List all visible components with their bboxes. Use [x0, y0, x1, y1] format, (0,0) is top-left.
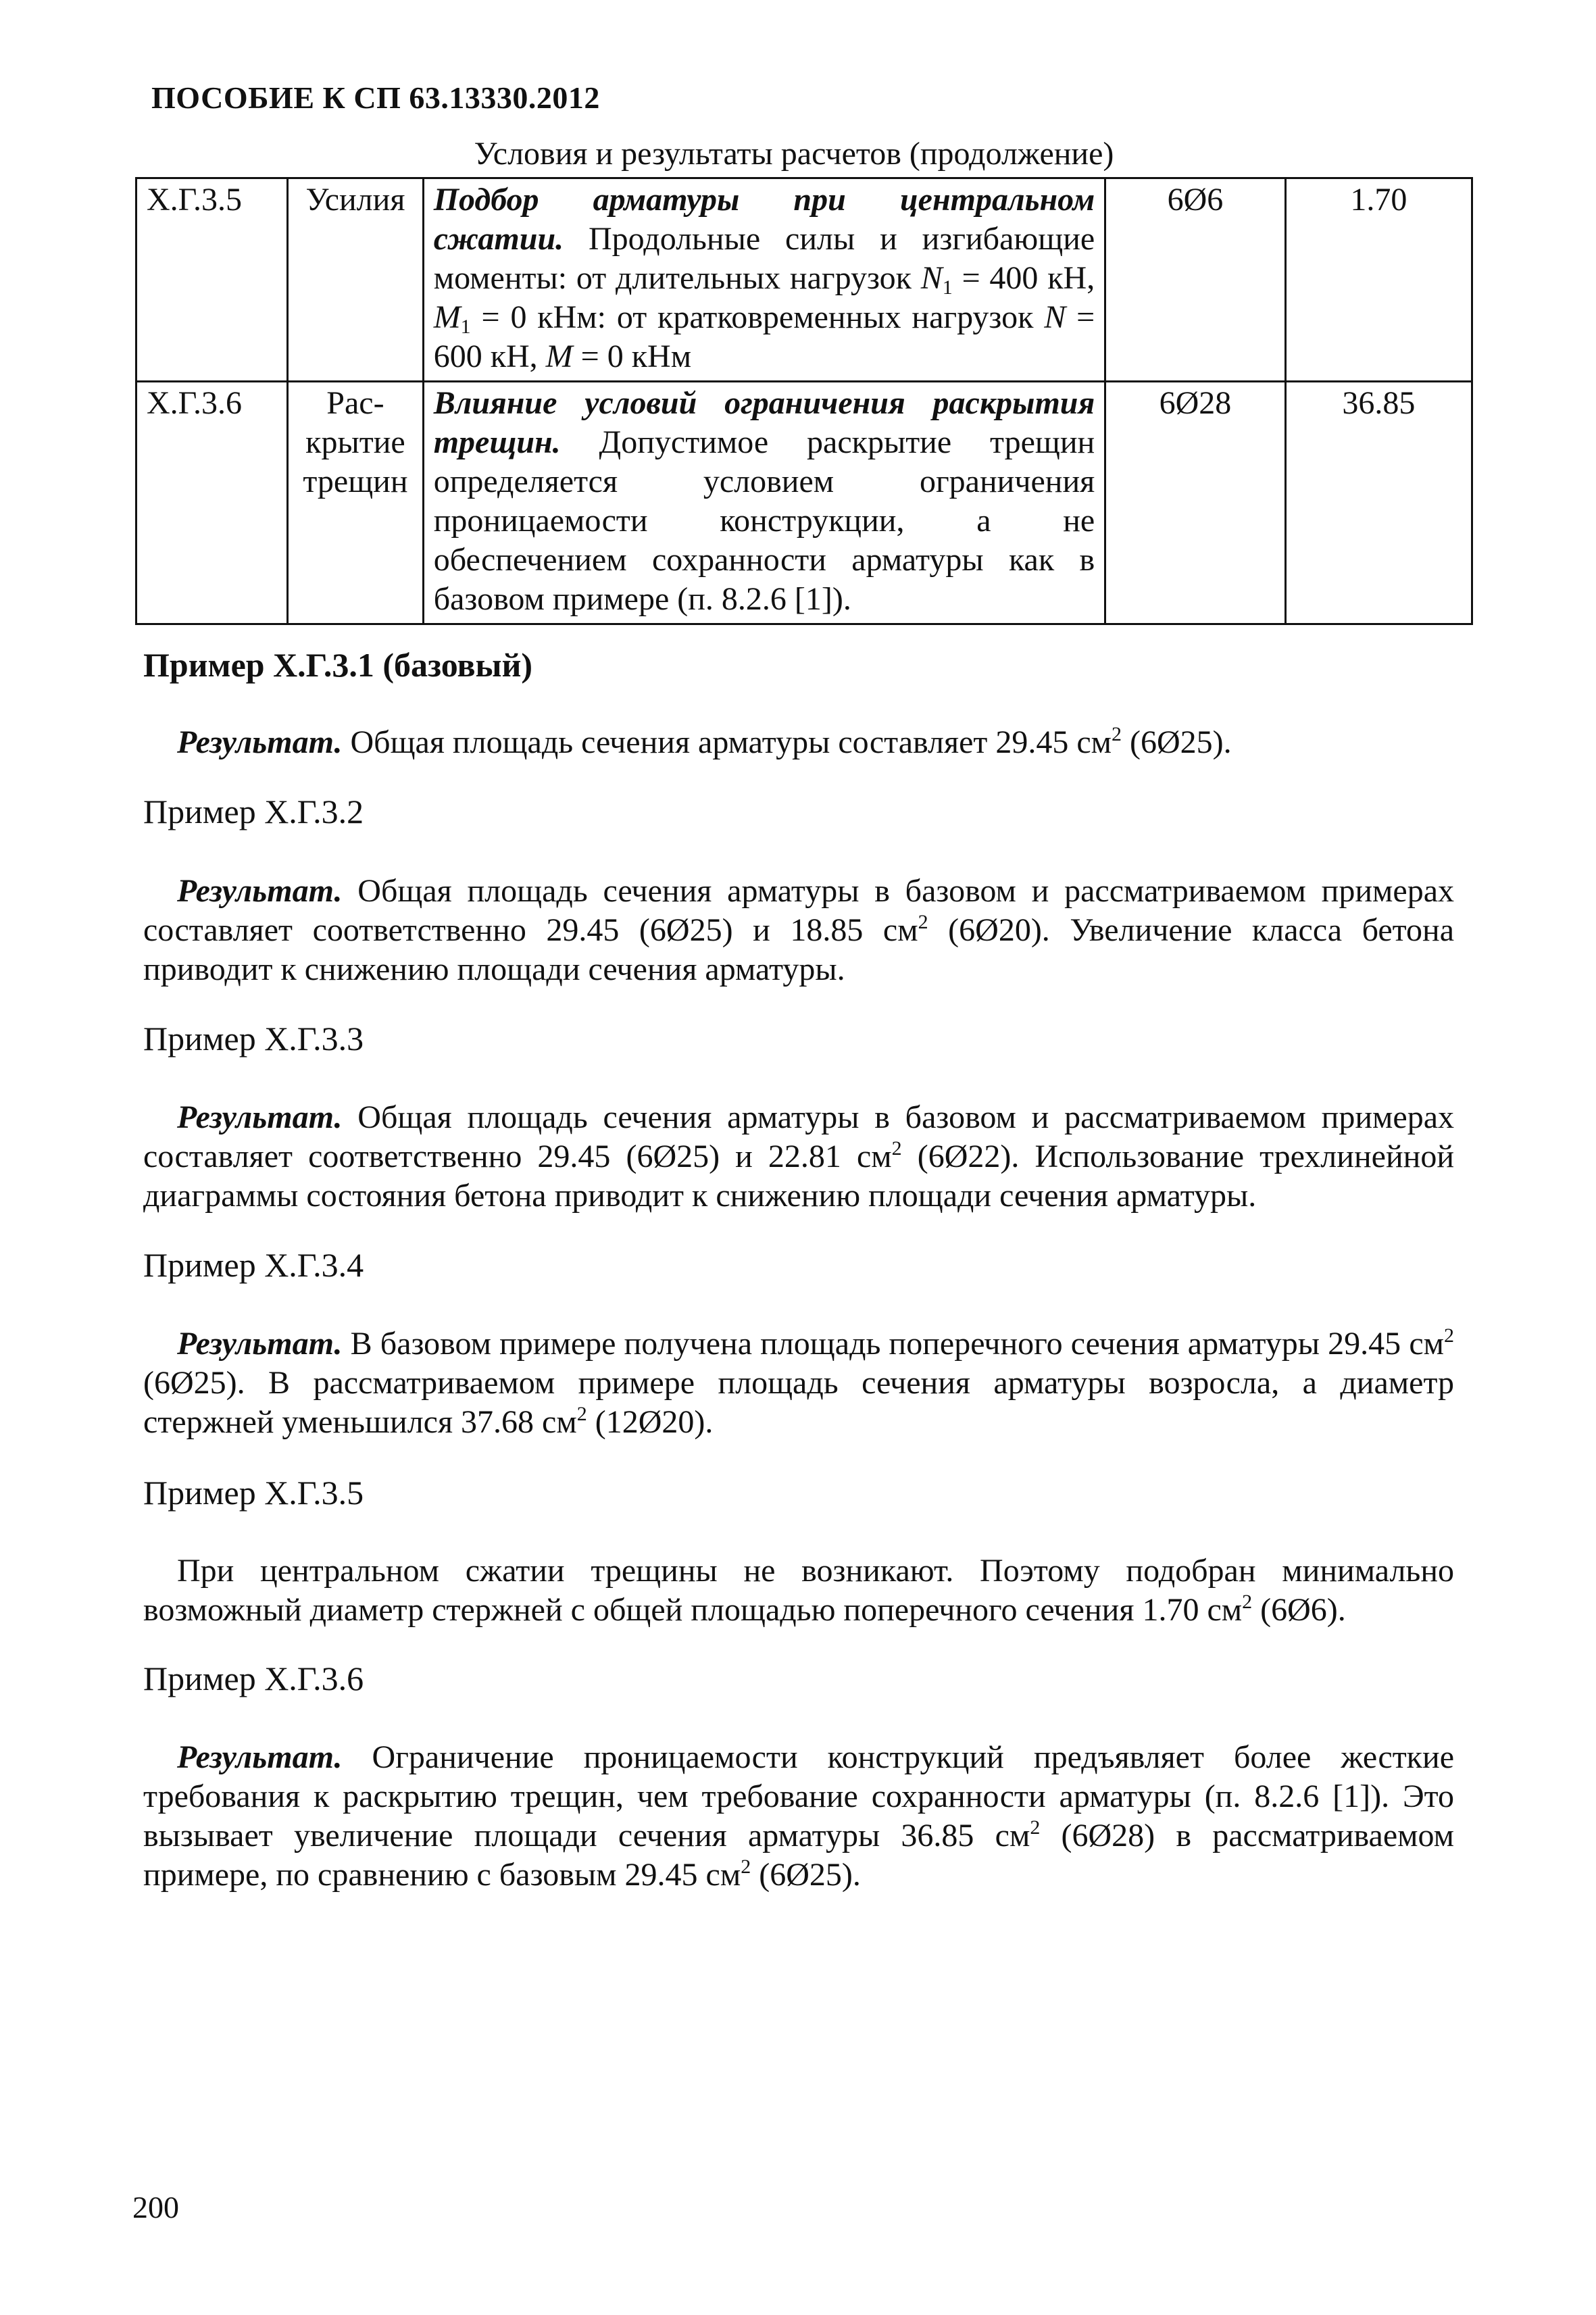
example-title: Пример Х.Г.3.1 (базовый) [143, 646, 533, 684]
example-title: Пример Х.Г.3.2 [143, 793, 364, 830]
row-description: Подбор арматуры при центральном сжатии. Продольные силы и изгибающие моменты: от длительных нагрузок $N_1 = 400$ кН, $M_1 = 0$ кНм: от кратковременных нагрузок N = 600 кН, M = 0 кНм [423, 178, 1105, 382]
row-area: 1.70 [1285, 178, 1472, 382]
example-title: Пример Х.Г.3.3 [143, 1020, 364, 1057]
row-title: Влияние условий ограничения раскрытия трещин. [433, 385, 1095, 460]
row-bars: 6Ø6 [1105, 178, 1286, 382]
example-paragraph: Результат. Общая площадь сечения арматуры в базовом и рассматриваемом примерах составляет соответственно 29.45 (6Ø25) и 18.85 $см^2$ (6Ø20). Увеличение класса бетона приводит к снижению площади сечения арматуры. [143, 873, 1454, 987]
row-category: Рас-крытие трещин [288, 382, 424, 624]
example-paragraph: Результат. В базовом примере получена площадь поперечного сечения арматуры 29.45 $см^2$ (6Ø25). В рассматриваемом примере площадь сечения арматуры возросла, а диаметр стержней уменьшился 37.68 $см^2$ (12Ø20). [143, 1324, 1454, 1440]
example-paragraph: Результат. Общая площадь сечения арматуры составляет 29.45 $см^2$ (6Ø25). [177, 723, 1232, 760]
row-description: Влияние условий ограничения раскрытия трещин. Допустимое раскрытие трещин определяется условием ограничения проницаемости конструкции, а не обеспечением сохранности арматуры как в базовом примере (п. 8.2.6 [1]). [423, 382, 1105, 624]
row-category: Усилия [288, 178, 424, 382]
example-title: Пример Х.Г.3.5 [143, 1474, 364, 1512]
example-paragraph: При центральном сжатии трещины не возникают. Поэтому подобран минимально возможный диаметр стержней с общей площадью поперечного сечения 1.70 $см^2$ (6Ø6). [143, 1553, 1454, 1628]
page-number: 200 [132, 2190, 179, 2224]
row-title: Подбор арматуры при центральном сжатии. [433, 182, 1095, 257]
results-table [135, 177, 1473, 625]
example-title: Пример Х.Г.3.6 [143, 1660, 364, 1697]
table-row [136, 382, 1472, 624]
example-paragraph: Результат. Ограничение проницаемости конструкций предъявляет более жесткие требования к раскрытию трещин, чем требование сохранности арматуры (п. 8.2.6 [1]). Это вызывает увеличение площади сечения арматуры 36.85 $см^2$ (6Ø28) в рассматриваемом примере, по сравнению с базовым 29.45 $см^2$ (6Ø25). [143, 1739, 1454, 1893]
row-area: 36.85 [1285, 382, 1472, 624]
example-paragraph: Результат. Общая площадь сечения арматуры в базовом и рассматриваемом примерах составляет соответственно 29.45 (6Ø25) и 22.81 $см^2$ (6Ø22). Использование трехлинейной диаграммы состояния бетона приводит к снижению площади сечения арматуры. [143, 1099, 1454, 1214]
table-caption: Условия и результаты расчетов (продолжение) [474, 136, 1114, 172]
row-bars: 6Ø28 [1105, 382, 1286, 624]
row-id: Х.Г.3.5 [136, 178, 288, 382]
table-row [136, 178, 1472, 382]
example-title: Пример Х.Г.3.4 [143, 1246, 364, 1284]
running-header: ПОСОБИЕ К СП 63.13330.2012 [151, 80, 600, 115]
row-id: Х.Г.3.6 [136, 382, 288, 624]
